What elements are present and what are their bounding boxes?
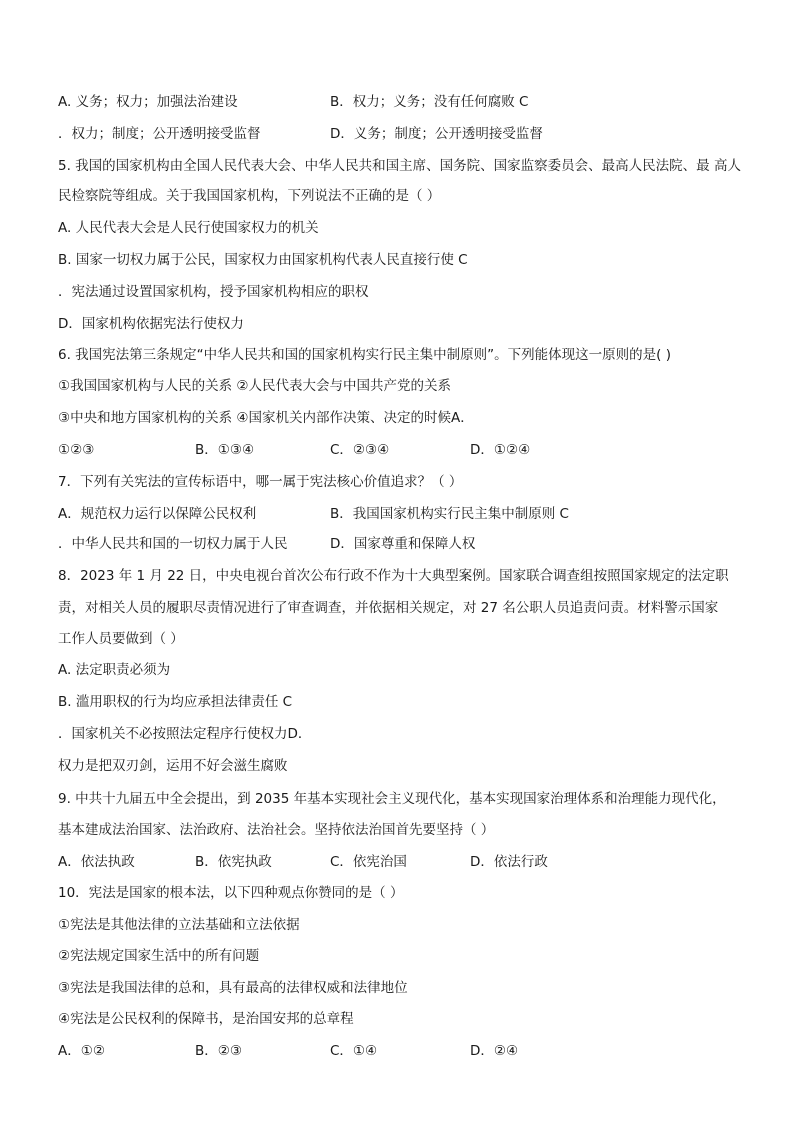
q8-option-c: ．国家机关不必按照法定程序行使权力D． bbox=[58, 726, 312, 742]
q5-option-c: ．宪法通过设置国家机构，授予国家机构相应的职权 bbox=[58, 284, 369, 300]
q4-option-d: D．义务；制度；公开透明接受监督 bbox=[330, 126, 543, 142]
q6-items-line1: ①我国国家机构与人民的关系 ②人民代表大会与中国共产党的关系 bbox=[58, 378, 451, 394]
q9-choice-a: A．依法执政 bbox=[58, 854, 135, 870]
q8-option-a: A. 法定职责必须为 bbox=[58, 662, 171, 678]
q8-option-d: 权力是把双刃剑，运用不好会滋生腐败 bbox=[58, 758, 288, 774]
q10-choice-a: A．①② bbox=[58, 1043, 105, 1059]
q10-choice-b: B．②③ bbox=[195, 1043, 242, 1059]
q5-option-b: B. 国家一切权力属于公民，国家权力由国家机构代表人民直接行使 C bbox=[58, 252, 468, 268]
q10-item-1: ①宪法是其他法律的立法基础和立法依据 bbox=[58, 917, 300, 933]
q9-stem-line1: 9. 中共十九届五中全会提出，到 2035 年基本实现社会主义现代化，基本实现国家治理体系和治理能力现代化， bbox=[58, 791, 726, 807]
q6-stem: 6. 我国宪法第三条规定“中华人民共和国的国家机构实行民主集中制原则”。下列能体现这一原则的是( ) bbox=[58, 347, 671, 363]
q6-choice-a: ①②③ bbox=[58, 442, 95, 458]
q5-stem-line2: 民检察院等组成。关于我国国家机构，下列说法不正确的是（ ） bbox=[58, 188, 441, 204]
q7-option-a: A．规范权力运行以保障公民权利 bbox=[58, 506, 257, 522]
q10-item-4: ④宪法是公民权利的保障书，是治国安邦的总章程 bbox=[58, 1011, 354, 1027]
q9-stem-line2: 基本建成法治国家、法治政府、法治社会。坚持依法治国首先要坚持（ ） bbox=[58, 822, 495, 838]
q4-option-a: A. 义务；权力；加强法治建设 bbox=[58, 94, 238, 110]
q4-option-b: B．权力；义务；没有任何腐败 C bbox=[330, 94, 529, 110]
q7-stem: 7．下列有关宪法的宣传标语中，哪一属于宪法核心价值追求？（ ） bbox=[58, 474, 463, 490]
q8-option-b: B. 滥用职权的行为均应承担法律责任 C bbox=[58, 694, 293, 710]
q8-stem-line2: 责，对相关人员的履职尽责情况进行了审查调查，并依据相关规定，对 27 名公职人员追责问责。材料警示国家 bbox=[58, 600, 719, 616]
q5-option-a: A. 人民代表大会是人民行使国家权力的机关 bbox=[58, 220, 319, 236]
q7-option-d: D．国家尊重和保障人权 bbox=[330, 536, 476, 552]
q6-choice-c: C．②③④ bbox=[330, 442, 390, 458]
q5-option-d: D．国家机构依据宪法行使权力 bbox=[58, 316, 244, 332]
q4-option-c: ．权力；制度；公开透明接受监督 bbox=[58, 126, 261, 142]
q7-option-b: B．我国国家机构实行民主集中制原则 C bbox=[330, 506, 569, 522]
q7-option-c: ．中华人民共和国的一切权力属于人民 bbox=[58, 536, 288, 552]
q10-item-2: ②宪法规定国家生活中的所有问题 bbox=[58, 948, 260, 964]
q8-stem-line3: 工作人员要做到（ ） bbox=[58, 631, 184, 647]
q5-stem-line1: 5. 我国的国家机构由全国人民代表大会、中华人民共和国主席、国务院、国家监察委员会、最高人民法院、最 高人 bbox=[58, 158, 741, 174]
q10-choice-c: C．①④ bbox=[330, 1043, 378, 1059]
q6-items-line2: ③中央和地方国家机构的关系 ④国家机关内部作决策、决定的时候A． bbox=[58, 410, 474, 426]
q9-choice-b: B．依宪执政 bbox=[195, 854, 272, 870]
q10-item-3: ③宪法是我国法律的总和，具有最高的法律权威和法律地位 bbox=[58, 980, 408, 996]
q9-choice-d: D．依法行政 bbox=[470, 854, 548, 870]
q6-choice-d: D．①②④ bbox=[470, 442, 531, 458]
q8-stem-line1: 8．2023 年 1 月 22 日，中央电视台首次公布行政不作为十大典型案例。国家联合调查组按照国家规定的法定职 bbox=[58, 568, 729, 584]
q9-choice-c: C．依宪治国 bbox=[330, 854, 407, 870]
q10-stem: 10．宪法是国家的根本法，以下四种观点你赞同的是（ ） bbox=[58, 885, 404, 901]
q6-choice-b: B．①③④ bbox=[195, 442, 255, 458]
q10-choice-d: D．②④ bbox=[470, 1043, 519, 1059]
